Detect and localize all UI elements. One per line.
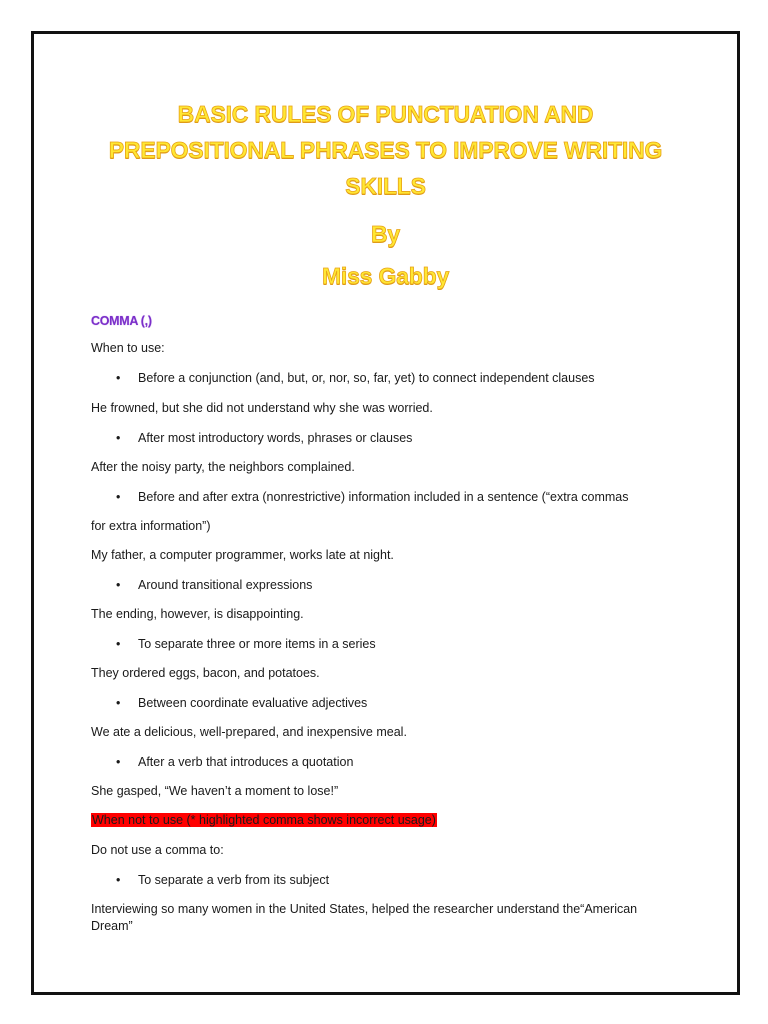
- title-block: [34, 96, 737, 296]
- bullet-icon: •: [116, 578, 121, 592]
- list-item: [116, 430, 412, 447]
- title-line-1: BASIC RULES OF PUNCTUATION AND: [177, 101, 594, 127]
- example-sentence: After the noisy party, the neighbors complained.: [91, 460, 355, 474]
- list-item: [116, 636, 376, 653]
- bullet-icon: •: [116, 490, 121, 504]
- example-sentence: They ordered eggs, bacon, and potatoes.: [91, 666, 320, 680]
- list-item: [116, 872, 329, 889]
- list-item: [116, 754, 353, 771]
- when-not-to-use-label: [91, 812, 437, 829]
- example-sentence: She gasped, “We haven’t a moment to lose!”: [91, 784, 339, 798]
- title-line-2: PREPOSITIONAL PHRASES TO IMPROVE WRITING: [108, 137, 663, 163]
- bullet-text: To separate a verb from its subject: [138, 873, 330, 887]
- example-sentence: My father, a computer programmer, works late at night.: [91, 548, 394, 562]
- list-item: [116, 577, 312, 594]
- example-sentence: Interviewing so many women in the United States, helped the researcher understand the“American Dream”: [91, 902, 638, 933]
- document-page: [31, 31, 740, 995]
- bullet-text: To separate three or more items in a series: [138, 637, 376, 651]
- section-heading-comma: COMMA (,): [91, 314, 152, 328]
- bullet-icon: •: [116, 371, 121, 385]
- list-item: [116, 489, 629, 506]
- bullet-text: Around transitional expressions: [138, 578, 313, 592]
- bullet-text: After most introductory words, phrases or clauses: [138, 431, 413, 445]
- red-highlight: When not to use (* highlighted comma shows incorrect usage): [92, 813, 436, 827]
- example-sentence: We ate a delicious, well-prepared, and inexpensive meal.: [91, 725, 407, 739]
- bullet-icon: •: [116, 431, 121, 445]
- bullet-text: Between coordinate evaluative adjectives: [138, 696, 368, 710]
- list-item: [116, 370, 595, 387]
- bullet-icon: •: [116, 696, 121, 710]
- title-author: Miss Gabby: [321, 263, 450, 289]
- bullet-icon: •: [116, 637, 121, 651]
- bullet-text: Before and after extra (nonrestrictive) information included in a sentence (“extra commas: [138, 490, 629, 504]
- title-line-3: SKILLS: [345, 173, 426, 199]
- bullet-text: After a verb that introduces a quotation: [138, 755, 354, 769]
- bullet-text: Before a conjunction (and, but, or, nor, so, far, yet) to connect independent clauses: [138, 371, 595, 385]
- bullet-icon: •: [116, 873, 121, 887]
- example-sentence: He frowned, but she did not understand why she was worried.: [91, 401, 433, 415]
- do-not-use-label: Do not use a comma to:: [91, 843, 224, 857]
- when-to-use-label: When to use:: [91, 341, 165, 355]
- list-item: [116, 695, 367, 712]
- bullet-text-continuation: for extra information”): [91, 519, 211, 533]
- bullet-icon: •: [116, 755, 121, 769]
- title-by: By: [370, 221, 400, 247]
- example-sentence: The ending, however, is disappointing.: [91, 607, 304, 621]
